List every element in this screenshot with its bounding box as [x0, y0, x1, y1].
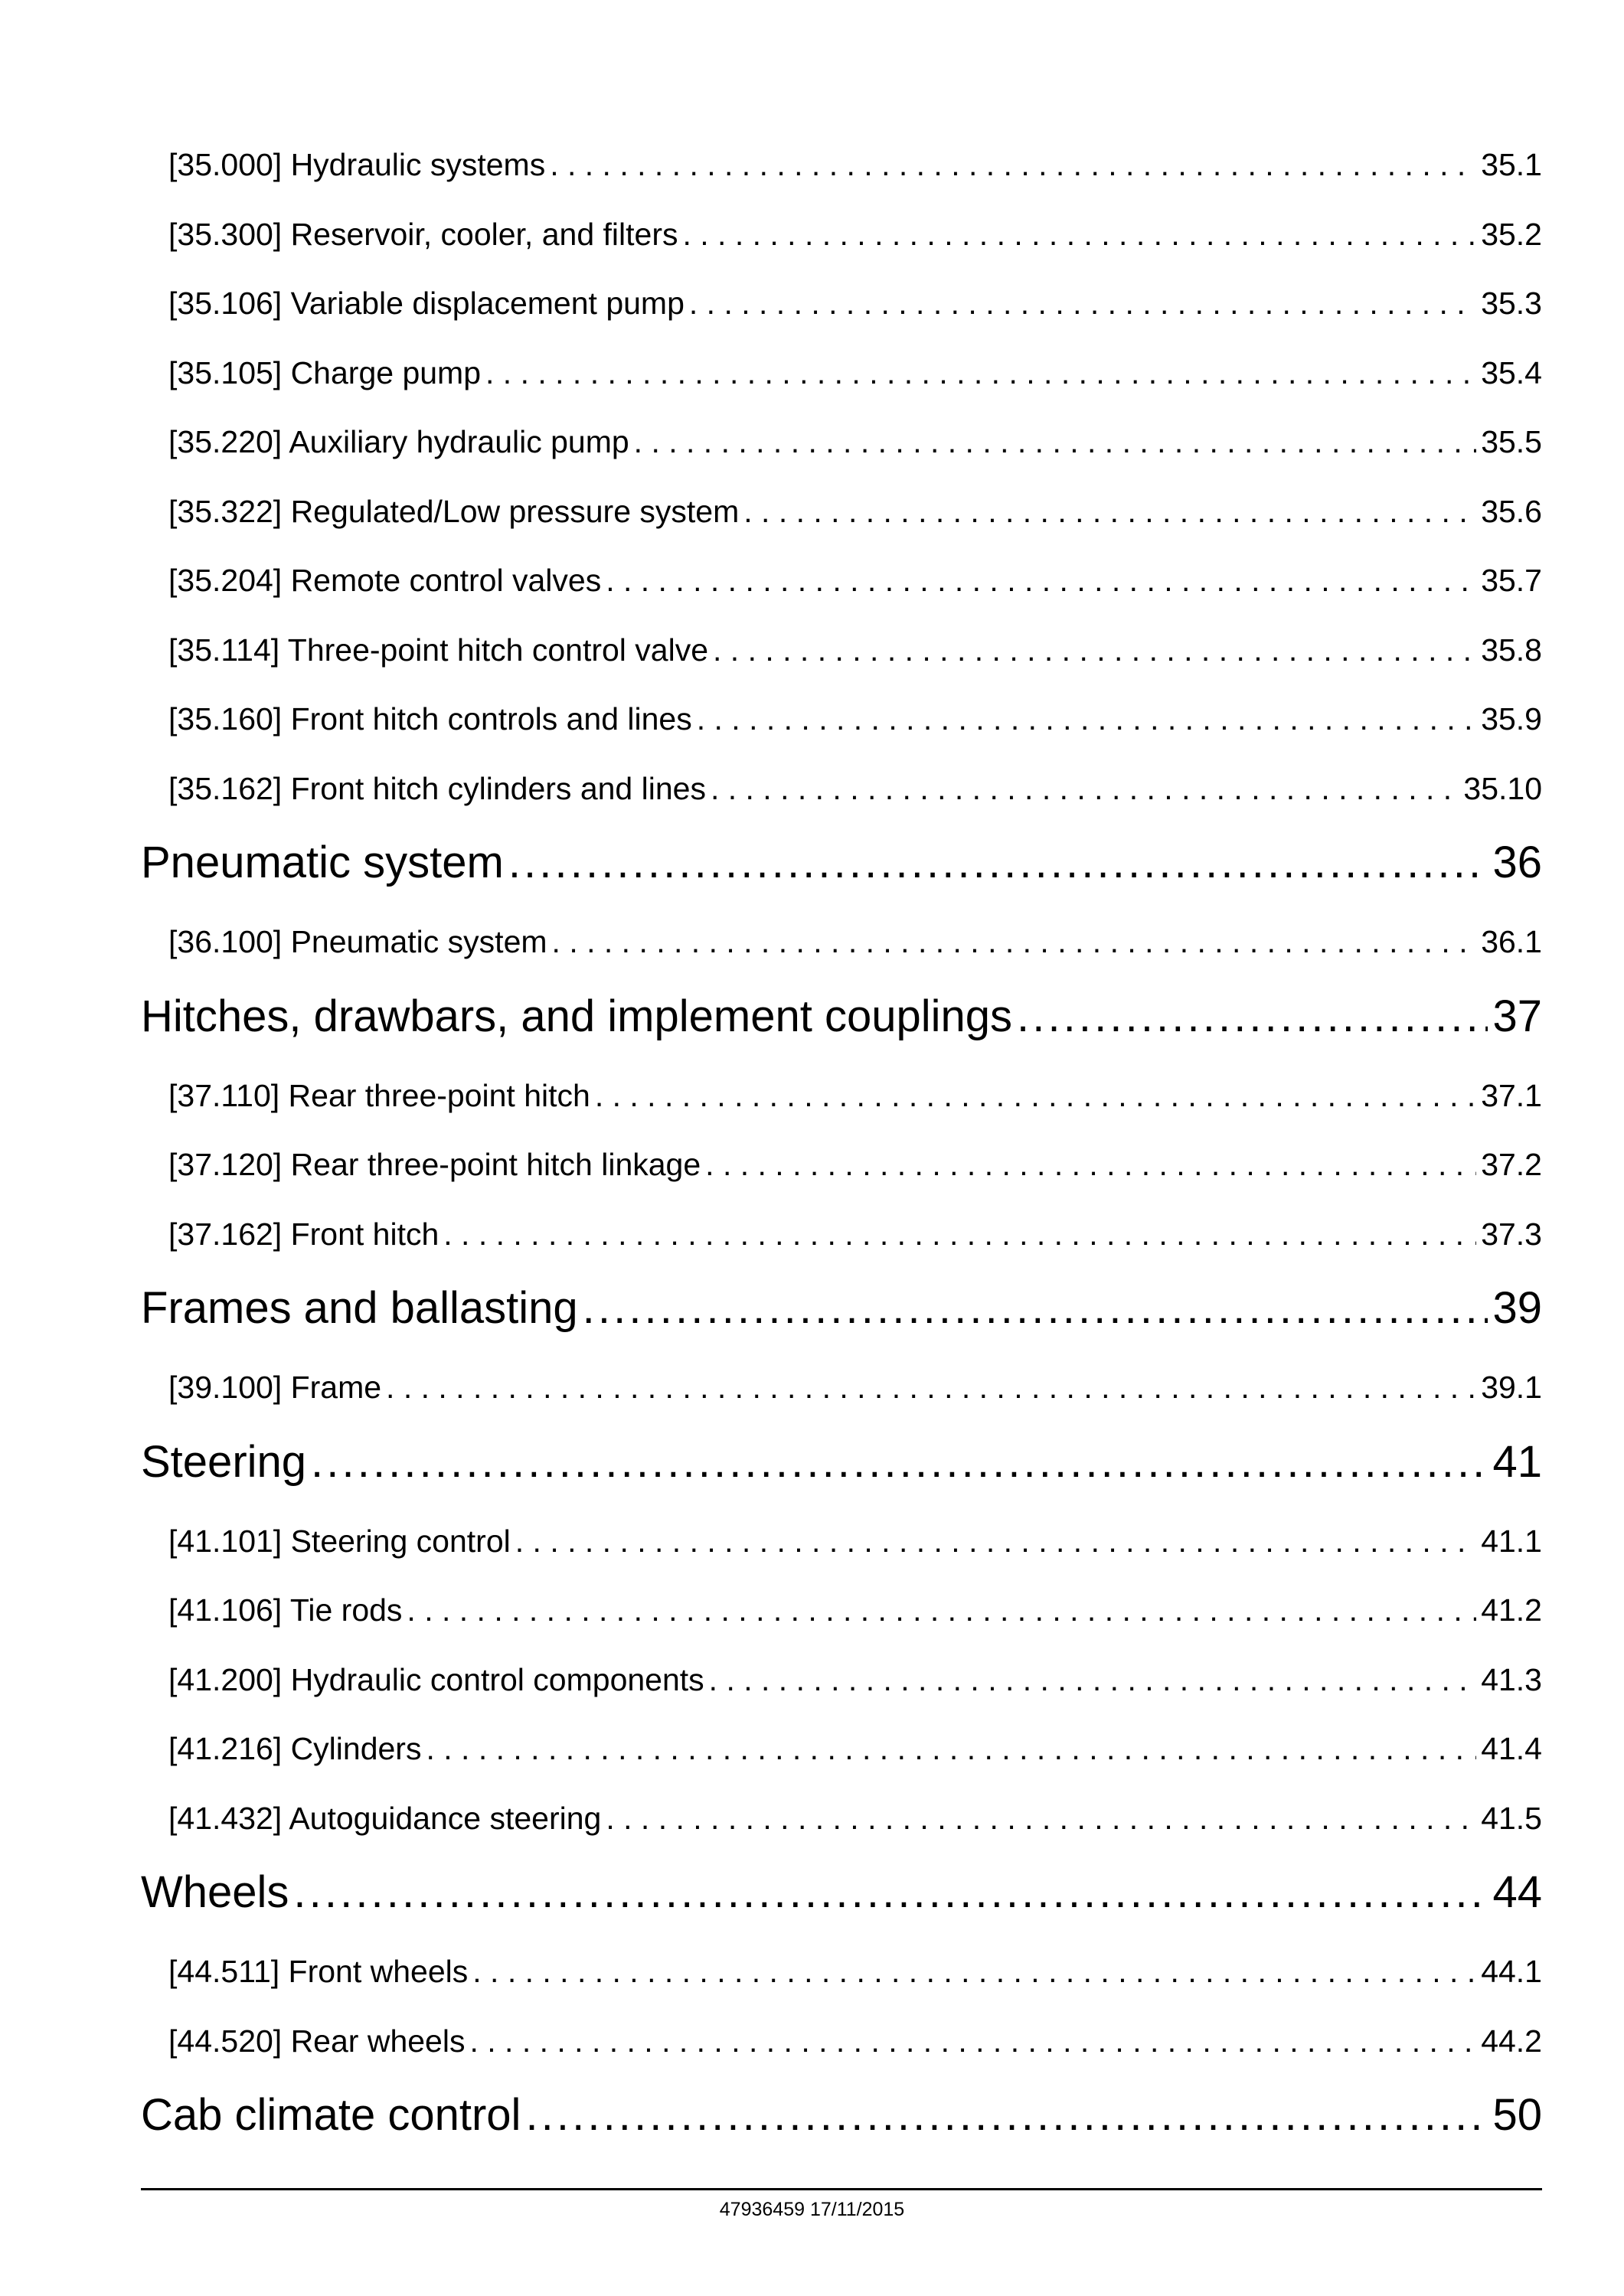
dot-leader [713, 616, 1476, 684]
dot-leader [709, 1645, 1477, 1714]
toc-subsection-entry[interactable] [141, 477, 1542, 547]
toc-entry-page-number: 41.2 [1481, 1592, 1542, 1628]
dot-leader [583, 1270, 1488, 1347]
toc-subsection-entry[interactable] [141, 1353, 1542, 1422]
dot-leader [426, 1714, 1476, 1783]
toc-entry-page-number: 41.4 [1481, 1731, 1542, 1766]
toc-subsection-entry[interactable] [141, 130, 1542, 200]
dot-leader [515, 1507, 1476, 1576]
toc-entry-page-number: 39 [1492, 1283, 1542, 1333]
toc-subsection-entry[interactable] [141, 200, 1542, 269]
toc-subsection-entry[interactable] [141, 754, 1542, 824]
toc-entry-title: Hitches, drawbars, and implement couplings [141, 991, 1012, 1041]
toc-subsection-entry[interactable] [141, 1645, 1542, 1715]
toc-subsection-entry[interactable] [141, 1784, 1542, 1853]
toc-subsection-entry[interactable] [141, 1507, 1542, 1576]
dot-leader [705, 1130, 1476, 1199]
dot-leader [606, 1784, 1476, 1853]
toc-entry-page-number: 35.1 [1481, 147, 1542, 182]
toc-entry-title: [36.100] Pneumatic system [168, 924, 547, 959]
dot-leader [293, 1854, 1488, 1931]
toc-entry-title: [41.216] Cylinders [168, 1731, 422, 1766]
toc-entry-title: [35.220] Auxiliary hydraulic pump [168, 424, 629, 459]
toc-entry-page-number: 37 [1492, 991, 1542, 1041]
toc-entry-page-number: 35.4 [1481, 354, 1542, 390]
toc-entry-page-number: 35.5 [1481, 424, 1542, 459]
dot-leader [697, 684, 1476, 753]
dot-leader [407, 1576, 1476, 1644]
toc-entry-page-number: 35.7 [1481, 563, 1542, 598]
toc-entry-title: [35.000] Hydraulic systems [168, 147, 546, 182]
toc-section-entry[interactable] [141, 977, 1542, 1061]
toc-subsection-entry[interactable] [141, 907, 1542, 977]
toc-entry-page-number: 35.6 [1481, 493, 1542, 529]
toc-entry-page-number: 41.1 [1481, 1523, 1542, 1559]
toc-subsection-entry[interactable] [141, 2007, 1542, 2076]
toc-subsection-entry[interactable] [141, 338, 1542, 408]
toc-entry-title: [41.101] Steering control [168, 1523, 511, 1559]
toc-subsection-entry[interactable] [141, 1576, 1542, 1645]
toc-subsection-entry[interactable] [141, 1937, 1542, 2007]
toc-entry-page-number: 39.1 [1481, 1370, 1542, 1405]
toc-section-entry[interactable] [141, 1422, 1542, 1507]
toc-entry-title: [35.300] Reservoir, cooler, and filters [168, 216, 678, 252]
toc-subsection-entry[interactable] [141, 407, 1542, 477]
toc-subsection-entry[interactable] [141, 546, 1542, 616]
dot-leader [689, 269, 1476, 338]
toc-entry-page-number: 44 [1492, 1867, 1542, 1917]
toc-section-entry[interactable] [141, 823, 1542, 907]
toc-entry-page-number: 35.3 [1481, 286, 1542, 321]
toc-subsection-entry[interactable] [141, 269, 1542, 338]
toc-entry-page-number: 35.10 [1463, 770, 1542, 806]
toc-entry-page-number: 44.2 [1481, 2023, 1542, 2059]
toc-entry-title: [35.114] Three-point hitch control valve [168, 632, 709, 668]
toc-entry-page-number: 36 [1492, 838, 1542, 887]
toc-subsection-entry[interactable] [141, 1200, 1542, 1269]
toc-entry-title: Pneumatic system [141, 838, 504, 887]
toc-entry-title: [41.106] Tie rods [168, 1592, 403, 1628]
toc-entry-title: [35.322] Regulated/Low pressure system [168, 493, 740, 529]
toc-subsection-entry[interactable] [141, 1130, 1542, 1200]
dot-leader [1017, 978, 1488, 1055]
toc-entry-title: Wheels [141, 1867, 289, 1917]
footer-rule [141, 2188, 1542, 2190]
dot-leader [508, 825, 1488, 901]
toc-entry-page-number: 44.1 [1481, 1954, 1542, 1989]
toc-entry-title: [39.100] Frame [168, 1370, 382, 1405]
toc-entry-page-number: 50 [1492, 2090, 1542, 2140]
toc-entry-title: Frames and ballasting [141, 1283, 578, 1333]
toc-entry-page-number: 37.2 [1481, 1147, 1542, 1182]
dot-leader [595, 1061, 1476, 1130]
toc-entry-title: [44.520] Rear wheels [168, 2023, 466, 2059]
toc-entry-title: [35.106] Variable displacement pump [168, 286, 685, 321]
dot-leader [634, 407, 1477, 476]
toc-entry-title: [41.432] Autoguidance steering [168, 1800, 602, 1836]
toc-subsection-entry[interactable] [141, 1061, 1542, 1131]
toc-subsection-entry[interactable] [141, 1714, 1542, 1784]
toc-entry-page-number: 41.3 [1481, 1661, 1542, 1697]
toc-entry-title: Steering [141, 1436, 307, 1487]
toc-entry-title: [44.511] Front wheels [168, 1954, 469, 1989]
toc-entry-title: [35.160] Front hitch controls and lines [168, 701, 692, 736]
dot-leader [550, 130, 1476, 199]
toc-entry-page-number: 35.2 [1481, 216, 1542, 252]
dot-leader [386, 1353, 1476, 1422]
dot-leader [472, 1937, 1476, 2006]
toc-entry-title: [35.162] Front hitch cylinders and lines [168, 770, 706, 806]
toc-entry-title: [37.120] Rear three-point hitch linkage [168, 1147, 701, 1182]
toc-entry-title: [37.110] Rear three-point hitch [168, 1077, 590, 1113]
toc-entry-page-number: 37.1 [1481, 1077, 1542, 1113]
table-of-contents [141, 130, 1542, 2160]
toc-entry-page-number: 41 [1492, 1436, 1542, 1487]
toc-entry-title: [41.200] Hydraulic control components [168, 1661, 704, 1697]
toc-section-entry[interactable] [141, 1853, 1542, 1937]
dot-leader [469, 2007, 1476, 2076]
footer-text: 47936459 17/11/2015 [719, 2199, 905, 2220]
dot-leader [606, 546, 1476, 615]
toc-subsection-entry[interactable] [141, 616, 1542, 685]
dot-leader [485, 338, 1476, 407]
dot-leader [682, 200, 1476, 269]
toc-subsection-entry[interactable] [141, 684, 1542, 754]
dot-leader [311, 1424, 1488, 1501]
toc-entry-page-number: 35.8 [1481, 632, 1542, 668]
toc-entry-title: Cab climate control [141, 2090, 521, 2140]
dot-leader [711, 754, 1459, 823]
dot-leader [443, 1200, 1476, 1269]
toc-entry-title: [35.204] Remote control valves [168, 563, 602, 598]
toc-entry-page-number: 35.9 [1481, 701, 1542, 736]
toc-entry-title: [35.105] Charge pump [168, 354, 481, 390]
toc-section-entry[interactable] [141, 1269, 1542, 1353]
dot-leader [552, 907, 1477, 976]
toc-section-entry[interactable] [141, 2076, 1542, 2160]
toc-entry-page-number: 36.1 [1481, 924, 1542, 959]
toc-entry-title: [37.162] Front hitch [168, 1216, 439, 1252]
toc-entry-page-number: 37.3 [1481, 1216, 1542, 1252]
dot-leader [525, 2077, 1488, 2154]
dot-leader [743, 477, 1476, 546]
toc-entry-page-number: 41.5 [1481, 1800, 1542, 1836]
